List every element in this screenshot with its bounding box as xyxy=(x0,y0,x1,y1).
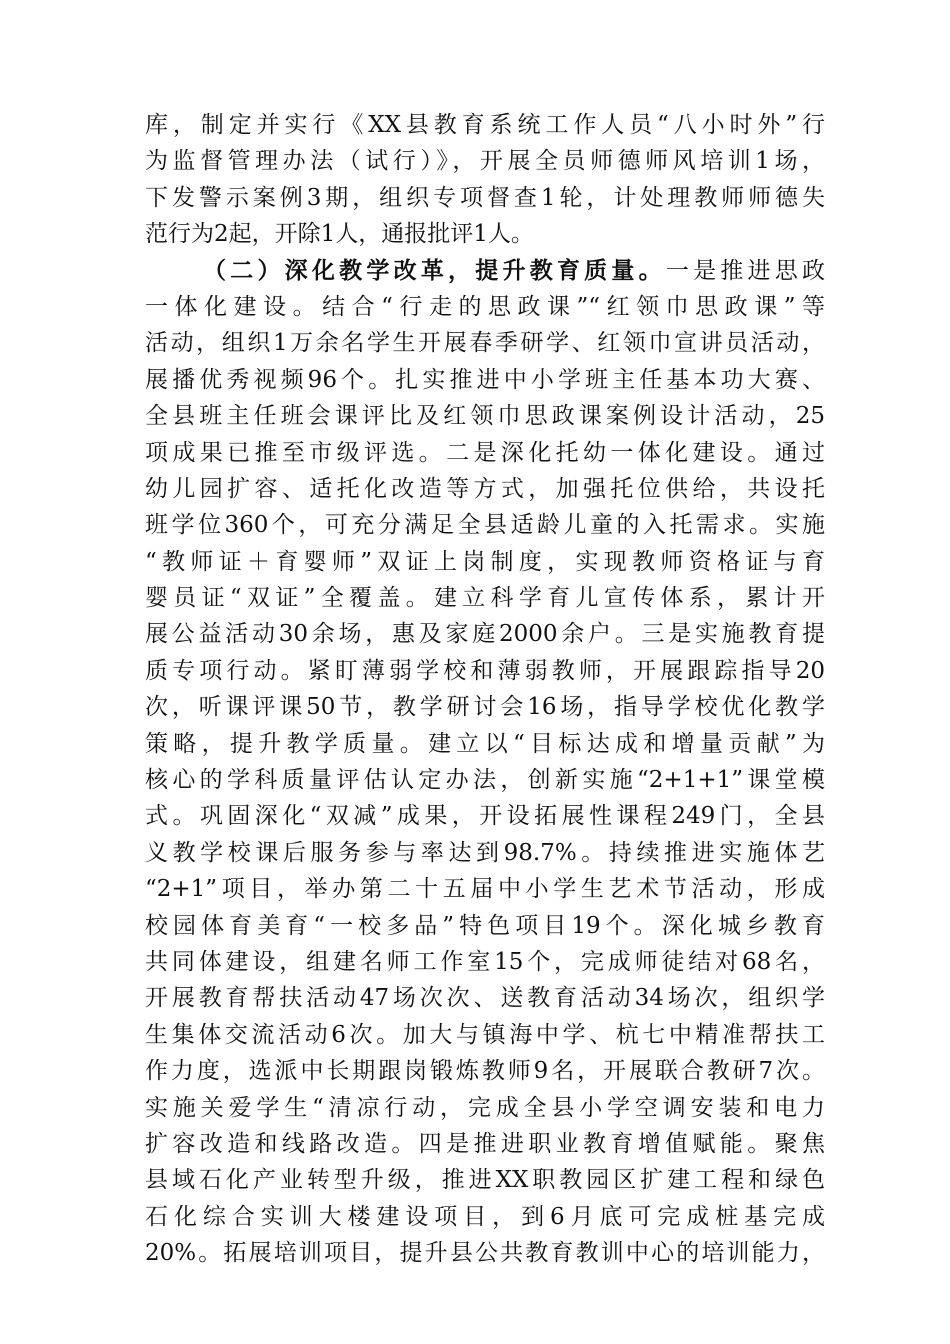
text-line: 实施关爱学生“清凉行动，完成全县小学空调安装和电力 xyxy=(145,1094,825,1121)
paragraph-first-line xyxy=(145,253,825,289)
text-line: 义教学校课后服务参与率达到98.7%。持续推进实施体艺 xyxy=(145,839,825,866)
paragraph-1 xyxy=(145,107,825,253)
text-line: 活动，组织1万余名学生开展春季研学、红领巾宣讲员活动， xyxy=(145,330,825,357)
text-line: 婴员证“双证”全覆盖。建立科学育儿宣传体系，累计开 xyxy=(145,585,825,612)
paragraph-2 xyxy=(145,253,825,1272)
text-line: 策略，提升教学质量。建立以“目标达成和增量贡献”为 xyxy=(145,730,825,757)
text-line: 班学位360个，可充分满足全县适龄儿童的入托需求。实施 xyxy=(145,512,825,539)
text-line: 展播优秀视频96个。扎实推进中小学班主任基本功大赛、 xyxy=(145,366,825,393)
text-line: 核心的学科质量评估认定办法，创新实施“2+1+1”课堂模 xyxy=(145,767,825,794)
text-line: 校园体育美育“一校多品”特色项目19个。深化城乡教育 xyxy=(145,912,825,939)
text-line: 生集体交流活动6次。加大与镇海中学、杭七中精准帮扶工 xyxy=(145,1021,825,1048)
text-line: 幼儿园扩容、适托化改造等方式，加强托位供给，共设托 xyxy=(145,475,825,502)
text-segment: 一是推进思政 xyxy=(665,257,826,284)
text-line: 为监督管理办法（试行）》，开展全员师德师风培训1场， xyxy=(145,148,825,175)
text-line: 开展教育帮扶活动47场次次、送教育活动34场次，组织学 xyxy=(145,985,825,1012)
text-line: “教师证＋育婴师”双证上岗制度，实现教师资格证与育 xyxy=(145,548,825,575)
text-line: 范行为2起，开除1人，通报批评1人。 xyxy=(145,221,534,248)
text-line: “2+1”项目，举办第二十五届中小学生艺术节活动，形成 xyxy=(145,876,825,903)
text-line: 下发警示案例3期，组织专项督查1轮，计处理教师师德失 xyxy=(145,184,825,211)
text-line: 项成果已推至市级评选。二是深化托幼一体化建设。通过 xyxy=(145,439,825,466)
body-text xyxy=(145,107,825,1272)
text-line: 作力度，选派中长期跟岗锻炼教师9名，开展联合教研7次。 xyxy=(145,1058,825,1085)
text-line: 石化综合实训大楼建设项目，到6月底可完成桩基完成 xyxy=(145,1203,825,1230)
text-line: 县域石化产业转型升级，推进XX职教园区扩建工程和绿色 xyxy=(145,1167,825,1194)
text-line: 质专项行动。紧盯薄弱学校和薄弱教师，开展跟踪指导20 xyxy=(145,657,825,684)
text-line: 展公益活动30余场，惠及家庭2000余户。三是实施教育提 xyxy=(145,621,825,648)
section-heading: （二）深化教学改革，提升教育质量。 xyxy=(203,256,666,284)
text-line: 20%。拓展培训项目，提升县公共教育教训中心的培训能力， xyxy=(145,1240,825,1267)
text-line: 库，制定并实行《XX县教育系统工作人员“八小时外”行 xyxy=(145,112,825,138)
text-line: 扩容改造和线路改造。四是推进职业教育增值赋能。聚焦 xyxy=(145,1130,825,1157)
text-line: 全县班主任班会课评比及红领巾思政课案例设计活动，25 xyxy=(145,403,825,430)
text-line: 式。巩固深化“双减”成果，开设拓展性课程249门，全县 xyxy=(145,803,825,830)
text-line: 次，听课评课50节，教学研讨会16场，指导学校优化教学 xyxy=(145,694,825,721)
text-line: 共同体建设，组建名师工作室15个，完成师徒结对68名， xyxy=(145,948,825,975)
text-line: 一体化建设。结合“行走的思政课”“红领巾思政课”等 xyxy=(145,293,825,320)
